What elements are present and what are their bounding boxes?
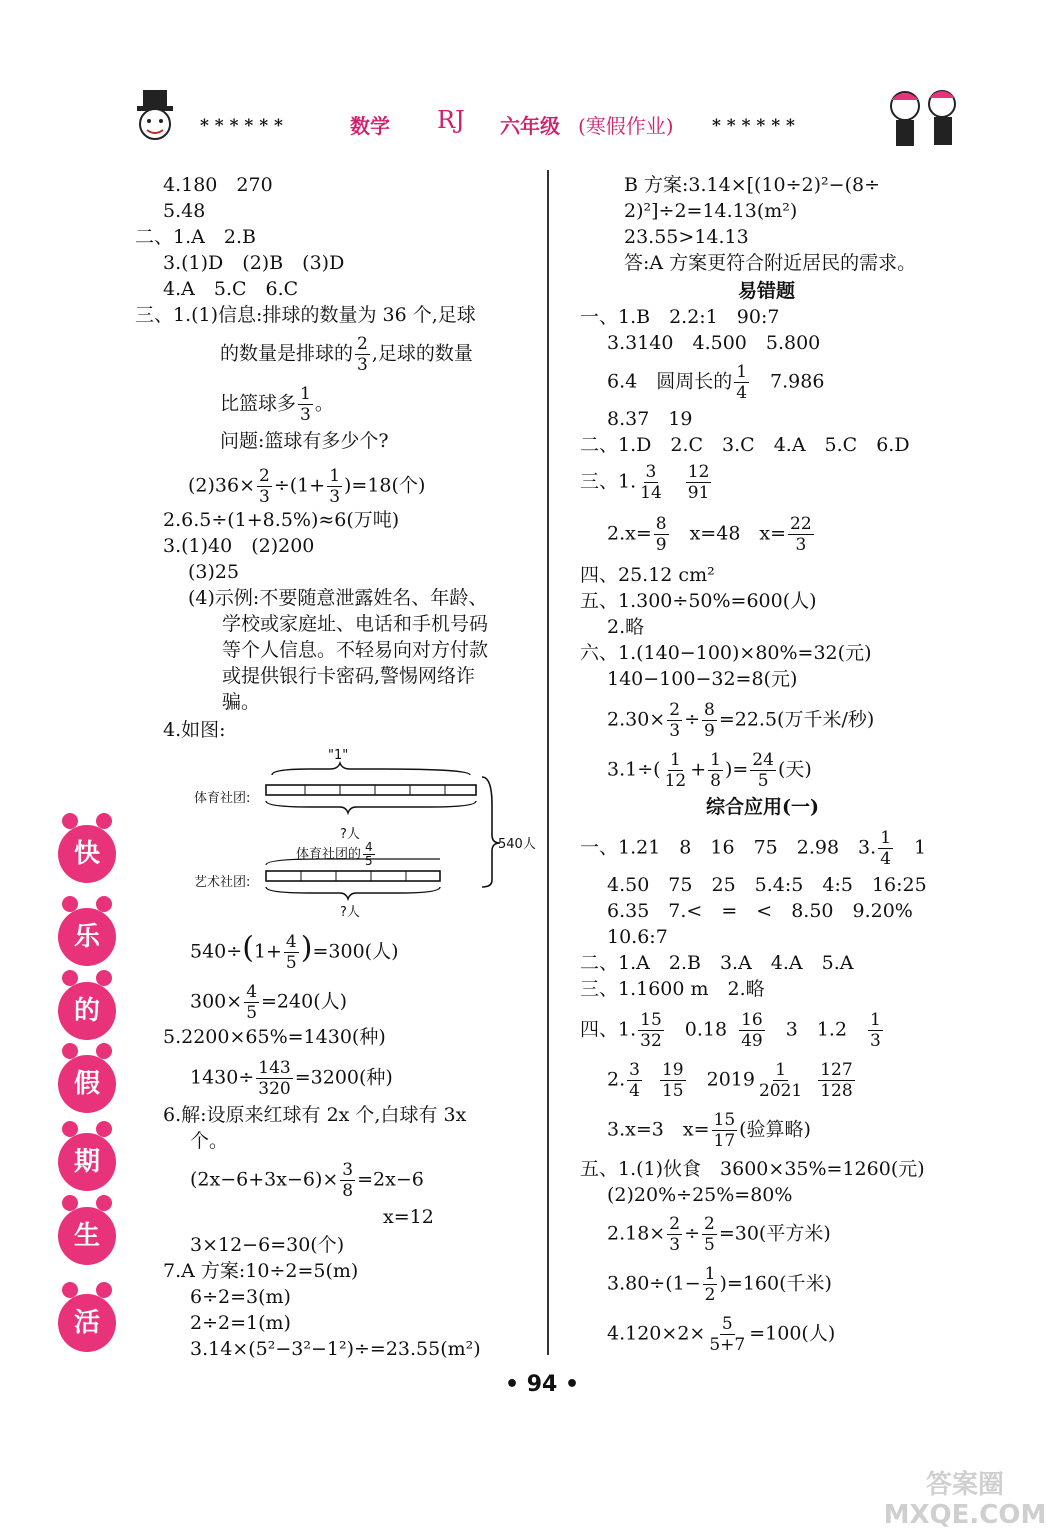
answer-line: 3×12−6=30(个) <box>190 1234 345 1256</box>
numerator: 2 <box>259 466 270 486</box>
answer-line: 二、1.A 2.B 3.A 4.A 5.A <box>580 952 854 974</box>
text: =300(人) <box>312 940 399 963</box>
answer-line <box>607 1110 811 1151</box>
text: 300× <box>190 990 243 1013</box>
denominator: 8 <box>710 771 721 791</box>
text: 1+ <box>253 940 282 963</box>
fraction <box>878 828 893 869</box>
answer-line: (4)示例:不要随意泄露姓名、年龄、 <box>188 587 488 609</box>
denominator: 3 <box>300 405 311 425</box>
fraction <box>686 462 712 503</box>
numerator: 1 <box>775 1060 787 1080</box>
diagram-art-note <box>296 841 377 868</box>
fraction <box>788 514 814 555</box>
text: 4.120×2× <box>607 1322 706 1345</box>
answer-line: (2)20%÷25%=80% <box>607 1184 793 1206</box>
diagram-art-label: 艺术社团: <box>194 875 251 890</box>
answer-line: 三、1.(1)信息:排球的数量为 36 个,足球 <box>135 304 476 326</box>
text: =240(人) <box>261 990 348 1013</box>
answer-line: 2)²]÷2=14.13(m²) <box>624 200 798 222</box>
header-grade: 六年级 <box>500 114 560 138</box>
text: (验算略) <box>739 1118 811 1141</box>
fraction <box>667 1214 682 1255</box>
numerator: 24 <box>752 750 774 770</box>
text: x=48 x= <box>670 522 787 545</box>
snowman-left-icon <box>125 88 185 148</box>
answer-line: 6.解:设原来红球有 2x 个,白球有 3x <box>163 1104 467 1126</box>
numerator: 1 <box>300 384 311 404</box>
text: 2019 <box>687 1068 755 1091</box>
answer-line: 二、1.A 2.B <box>135 226 256 248</box>
answer-line: 6.35 7.< = < 8.50 9.20% <box>607 900 913 922</box>
answer-line: 三、1.1600 m 2.略 <box>580 978 765 1000</box>
denominator: 320 <box>258 1079 291 1099</box>
numerator: 8 <box>655 514 667 534</box>
answer-line: 4.180 270 <box>163 174 273 196</box>
text: =2x−6 <box>357 1168 424 1191</box>
diagram-q2: ?人 <box>340 905 360 920</box>
answer-line: 140−100−32=8(元) <box>607 668 798 690</box>
answer-line: 4.A 5.C 6.C <box>163 278 299 300</box>
text: 3.80÷(1− <box>607 1272 701 1295</box>
side-char-6: 生 <box>58 1207 116 1265</box>
answer-line: 3.(1)D (2)B (3)D <box>163 252 345 274</box>
text: 的数量是排球的 <box>220 342 354 365</box>
answer-line: (3)25 <box>188 561 240 583</box>
answer-line: 3.(1)40 (2)200 <box>163 535 315 557</box>
text: 。 <box>314 392 334 415</box>
numerator: 5 <box>721 1314 733 1334</box>
text: 2. <box>607 1068 626 1091</box>
fraction <box>257 466 272 507</box>
diagram-sport-label: 体育社团: <box>194 791 251 806</box>
side-char-2: 乐 <box>58 908 116 966</box>
answer-line: B 方案:3.14×[(10÷2)²−(8÷ <box>624 174 881 196</box>
answer-line: 5.48 <box>163 200 206 222</box>
numerator: 2 <box>357 334 368 354</box>
text: 四、1. <box>580 1018 637 1041</box>
fraction <box>712 1110 738 1151</box>
fraction <box>702 700 717 741</box>
answer-line: 2.6.5÷(1+8.5%)≈6(万吨) <box>163 509 400 531</box>
denominator: 128 <box>820 1081 853 1101</box>
text: ÷ <box>684 708 700 731</box>
numerator: 2 <box>669 1214 681 1234</box>
fraction <box>638 1010 664 1051</box>
numerator: 3 <box>342 1160 354 1180</box>
denominator: 3 <box>357 355 368 375</box>
text: =100(人) <box>749 1322 836 1345</box>
answer-line: 六、1.(140−100)×80%=32(元) <box>580 642 872 664</box>
fraction <box>660 1060 686 1101</box>
page-number: • 94 • <box>505 1372 580 1397</box>
section-title: 易错题 <box>738 280 796 302</box>
text: 体育社团的 <box>296 847 362 862</box>
text: 1430÷ <box>190 1066 255 1089</box>
fraction <box>739 1010 765 1051</box>
text: 一、1.21 8 16 75 2.98 3. <box>580 836 877 859</box>
denominator: 2 <box>704 1285 716 1305</box>
fraction <box>355 334 370 375</box>
diagram-total: 540人 <box>498 837 536 852</box>
text: 2.30× <box>607 708 666 731</box>
denominator: 4 <box>629 1081 640 1101</box>
segment-diagram <box>180 745 550 920</box>
answer-line: 7.A 方案:10÷2=5(m) <box>163 1260 359 1282</box>
fraction <box>734 362 749 403</box>
side-char-1: 快 <box>58 825 116 883</box>
text: )=160(千米) <box>719 1272 832 1295</box>
text: 2.x= <box>607 522 652 545</box>
numerator: 4 <box>246 982 258 1002</box>
denominator: 32 <box>640 1031 662 1051</box>
denominator: 5+7 <box>709 1335 746 1355</box>
numerator: 15 <box>640 1010 662 1030</box>
fraction <box>638 462 664 503</box>
fraction <box>702 1214 717 1255</box>
answer-line: 等个人信息。不轻易向对方付款 <box>222 639 489 661</box>
answer-line: 答:A 方案更符合附近居民的需求。 <box>624 252 917 274</box>
text: 3.1÷( <box>607 758 661 781</box>
fraction <box>663 750 689 791</box>
answer-line: 学校或家庭址、电话和手机号码 <box>222 613 489 635</box>
answer-line <box>190 932 398 973</box>
numerator: 1 <box>704 1264 716 1284</box>
denominator: 4 <box>880 849 892 869</box>
denominator: 3 <box>669 721 681 741</box>
answer-line: 一、1.B 2.2:1 90:7 <box>580 306 780 328</box>
text: (2x−6+3x−6)× <box>190 1168 339 1191</box>
fraction <box>703 1264 718 1305</box>
denominator: 5 <box>703 1235 715 1255</box>
section-title: 综合应用(一) <box>706 796 819 818</box>
numerator: 143 <box>258 1058 291 1078</box>
denominator: 91 <box>687 483 710 503</box>
numerator: 1 <box>669 750 681 770</box>
numerator: 1 <box>710 750 721 770</box>
text: 540÷ <box>190 940 243 963</box>
diagram-lines <box>180 745 550 920</box>
watermark: 答案圈 MXQE.COM <box>883 1470 1047 1530</box>
numerator: 1 <box>880 828 892 848</box>
denominator: 3 <box>259 487 270 507</box>
text: 三、1. <box>580 470 637 493</box>
denominator: 49 <box>741 1031 763 1051</box>
answer-line <box>190 1058 393 1099</box>
answer-line: 10.6:7 <box>607 926 668 948</box>
fraction <box>256 1058 292 1099</box>
numerator: 12 <box>687 462 710 482</box>
answer-line: 四、25.12 cm² <box>580 564 715 586</box>
answer-line: 3.3140 4.500 5.800 <box>607 332 821 354</box>
answer-line: 6÷2=3(m) <box>190 1286 291 1308</box>
text: ÷(1+ <box>273 474 326 497</box>
numerator: 15 <box>713 1110 736 1130</box>
diagram-top-mark: "1" <box>328 748 349 763</box>
fraction <box>750 750 776 791</box>
fraction <box>363 841 375 868</box>
answer-line: 骗。 <box>222 691 261 713</box>
fraction <box>340 1160 355 1201</box>
text: =22.5(万千米/秒) <box>718 708 875 731</box>
text: 1 <box>895 836 927 859</box>
header-stars-left: * * * * * * <box>200 116 283 136</box>
answer-line: 问题:篮球有多少个? <box>220 430 389 452</box>
header-edition: RJ <box>437 106 465 134</box>
answer-line <box>607 1060 857 1101</box>
diagram-q1: ?人 <box>340 827 360 842</box>
side-char-4: 假 <box>58 1055 116 1113</box>
fraction <box>244 982 259 1023</box>
answer-line <box>607 514 816 555</box>
fraction <box>708 750 723 791</box>
numerator: 16 <box>741 1010 763 1030</box>
denominator: 3 <box>795 535 807 555</box>
answer-line <box>607 1214 831 1255</box>
answer-line: 五、1.(1)伙食 3600×35%=1260(元) <box>580 1158 925 1180</box>
fraction <box>284 932 299 973</box>
answer-line <box>607 750 812 791</box>
paren: ) <box>300 930 313 966</box>
text: 比篮球多 <box>220 392 297 415</box>
numerator: 4 <box>285 932 297 952</box>
text: 3.x=3 x= <box>607 1118 710 1141</box>
answer-line: 或提供银行卡密码,警惕网络诈 <box>222 665 476 687</box>
text: =3200(种) <box>294 1066 393 1089</box>
answer-line <box>580 462 713 503</box>
fraction <box>654 514 669 555</box>
denominator: 2021 <box>758 1081 803 1101</box>
fraction <box>757 1060 804 1101</box>
numerator: 22 <box>790 514 812 534</box>
header-stars-right: * * * * * * <box>712 116 795 136</box>
denominator: 8 <box>342 1181 354 1201</box>
denominator: 12 <box>664 771 687 791</box>
denominator: 4 <box>736 383 748 403</box>
text: 7.986 <box>751 370 825 393</box>
fraction <box>818 1060 854 1101</box>
answer-line: 2÷2=1(m) <box>190 1312 291 1334</box>
fraction <box>707 1314 747 1355</box>
text: 0.18 <box>665 1018 728 1041</box>
answer-line <box>607 1264 832 1305</box>
numerator: 127 <box>820 1060 853 1080</box>
answer-line: 个。 <box>190 1130 229 1152</box>
answer-line: 3.14×(5²−3²−1²)÷=23.55(m²) <box>190 1338 481 1360</box>
answer-line <box>220 334 473 375</box>
side-char-3: 的 <box>58 982 116 1040</box>
text: ÷ <box>684 1222 700 1245</box>
text: )= <box>724 758 749 781</box>
answer-line: 2.略 <box>607 616 645 638</box>
numerator: 1 <box>736 362 748 382</box>
header-series: (寒假作业) <box>578 114 674 138</box>
text: + <box>690 758 707 781</box>
children-right-icon <box>880 86 970 152</box>
answer-line <box>220 384 334 425</box>
numerator: 3 <box>629 1060 640 1080</box>
fraction <box>298 384 313 425</box>
text: )=18(个) <box>344 474 426 497</box>
answer-line <box>607 362 824 403</box>
numerator: 1 <box>329 466 341 486</box>
answer-line <box>190 1160 424 1201</box>
answer-line <box>188 466 425 507</box>
answer-line <box>580 828 926 869</box>
answer-line: x=12 <box>383 1206 434 1228</box>
answer-line <box>607 1314 835 1355</box>
denominator: 5 <box>285 953 297 973</box>
numerator: 4 <box>365 840 373 854</box>
denominator: 9 <box>655 535 667 555</box>
text: (天) <box>777 758 812 781</box>
denominator: 5 <box>757 771 769 791</box>
numerator: 8 <box>703 700 715 720</box>
fraction <box>627 1060 642 1101</box>
text: =30(平方米) <box>718 1222 831 1245</box>
denominator: 15 <box>661 1081 684 1101</box>
fraction <box>667 700 682 741</box>
answer-line: 4.如图: <box>163 719 226 741</box>
numerator: 19 <box>661 1060 684 1080</box>
answer-line: 5.2200×65%=1430(种) <box>163 1026 386 1048</box>
denominator: 17 <box>713 1131 736 1151</box>
paren: ( <box>242 930 254 966</box>
header-subject: 数学 <box>350 114 390 138</box>
text: ,足球的数量 <box>371 342 473 365</box>
side-char-7: 活 <box>58 1294 116 1352</box>
denominator: 14 <box>640 483 662 503</box>
denominator: 3 <box>669 1235 681 1255</box>
text: 3 1.2 <box>766 1018 867 1041</box>
numerator: 2 <box>669 700 681 720</box>
denominator: 3 <box>329 487 341 507</box>
answer-line <box>607 700 874 741</box>
answer-line: 23.55>14.13 <box>624 226 749 248</box>
denominator: 5 <box>365 854 373 868</box>
numerator: 1 <box>870 1010 881 1030</box>
text: (2)36× <box>188 474 256 497</box>
answer-line: 二、1.D 2.C 3.C 4.A 5.C 6.D <box>580 434 910 456</box>
text: 2.18× <box>607 1222 666 1245</box>
numerator: 2 <box>703 1214 715 1234</box>
text: 6.4 圆周长的 <box>607 370 733 393</box>
fraction <box>868 1010 883 1051</box>
fraction <box>327 466 342 507</box>
answer-line: 8.37 19 <box>607 408 693 430</box>
answer-line: 4.50 75 25 5.4:5 4:5 16:25 <box>607 874 927 896</box>
denominator: 9 <box>703 721 715 741</box>
side-char-5: 期 <box>58 1133 116 1191</box>
answer-line <box>580 1010 885 1051</box>
denominator: 3 <box>870 1031 881 1051</box>
denominator: 5 <box>246 1003 258 1023</box>
answer-line <box>190 982 347 1023</box>
answer-line: 五、1.300÷50%=600(人) <box>580 590 817 612</box>
numerator: 3 <box>645 462 657 482</box>
